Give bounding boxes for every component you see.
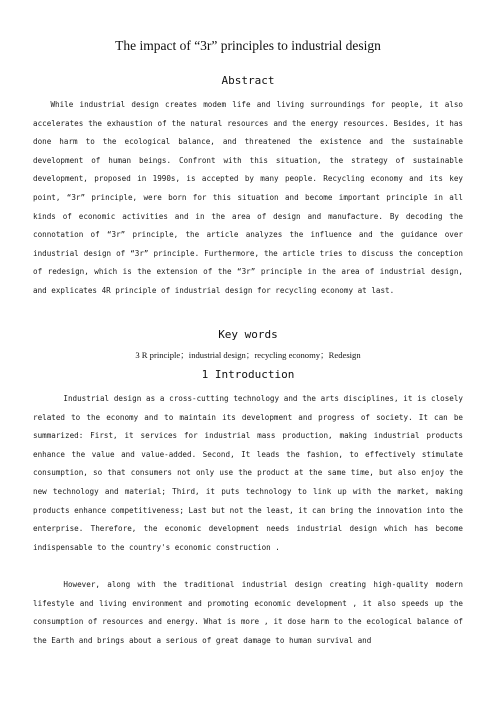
abstract-heading: Abstract bbox=[221, 74, 275, 87]
introduction-heading: 1 Introduction bbox=[201, 368, 295, 381]
introduction-paragraph-1: Industrial design as a cross-cutting technology and the arts disciplines, it is closely related to the economy and to maintain its development and progress of society. It can be summarized: First, it services for industrial mass production, making industrial products enhance the value and value-added. Second, It leads the fashion, to effectively stimulate consumption, so that consumers not only use the product at the same time, but also enjoy the new technology and material; Third, it puts technology to link up with the market, making products enhance competitiveness; Last but not the least, it can bring the innovation into the enterprise. Therefore, the economic development needs industrial design which has become indispensable to the country's economic construction . bbox=[33, 394, 463, 552]
abstract-text: While industrial design creates modem life and living surroundings for people, it also accelerates the exhaustion of the natural resources and the energy resources. Besides, it has done harm to the ecological balance, and threatened the existence and the sustainable development of human beings. Confront with this situation, the strategy of sustainable development, proposed in 1990s, is accepted by many people. Recycling economy and its key point, “3r” principle, were born for this situation and become important principle in all kinds of economic activities and in the area of design and manufacture. By decoding the connotation of “3r” principle, the article analyzes the influence and the guidance over industrial design of “3r” principle. Furthermore, the article tries to discuss the conception of redesign, which is the extension of the “3r” principle in the area of industrial design, and explicates 4R principle of industrial design for recycling economy at last. bbox=[33, 100, 463, 295]
introduction-paragraph-2: However, along with the traditional industrial design creating high-quality modern lifestyle and living environment and promoting economic development , it also speeds up the consumption of resources and energy. What is more , it dose harm to the ecological balance of the Earth and brings about a serious of great damage to human survival and bbox=[33, 580, 463, 645]
document-title: The impact of “3r” principles to industrial design bbox=[115, 38, 381, 53]
keywords-heading: Key words bbox=[218, 328, 278, 341]
keywords-text: 3 R principle；industrial design；recycling economy；Redesign bbox=[135, 350, 361, 360]
